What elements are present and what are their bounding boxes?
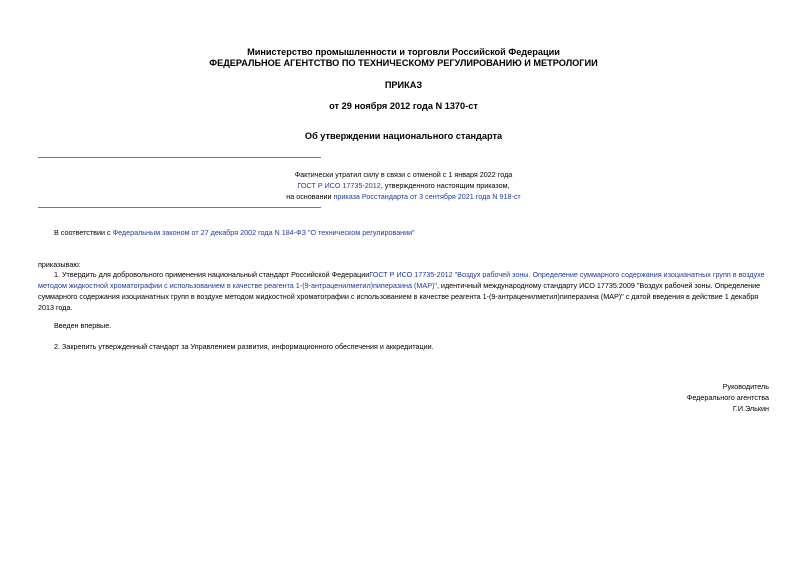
signature-organization: Федерального агентства — [686, 393, 769, 402]
ministry-name: Министерство промышленности и торговли Российской Федерации — [247, 47, 560, 57]
accordance-paragraph — [54, 227, 415, 238]
document-type: ПРИКАЗ — [384, 80, 423, 90]
bottom-divider — [38, 207, 321, 208]
rosstandart-order-link[interactable]: приказа Росстандарта от 3 сентября 2021 года N 918-ст — [333, 192, 521, 201]
notice-line-2-text: , утвержденного настоящим приказом, — [380, 181, 510, 190]
gost-link[interactable]: ГОСТ Р ИСО 17735-2012 — [297, 181, 381, 190]
agency-name: ФЕДЕРАЛЬНОЕ АГЕНТСТВО ПО ТЕХНИЧЕСКОМУ РЕГУЛИРОВАНИЮ И МЕТРОЛОГИИ — [209, 58, 598, 68]
document-date-number: от 29 ноября 2012 года N 1370-ст — [329, 101, 478, 111]
introduced-first-time: Введен впервые. — [54, 321, 112, 330]
item-1-prefix: 1. Утвердить для добровольного применения национальный стандарт Российской Федерации — [54, 270, 370, 279]
notice-line-3 — [0, 191, 807, 202]
item-2-paragraph: 2. Закрепить утвержденный стандарт за Управлением развития, информационного обеспечения и аккредитации. — [54, 342, 434, 351]
signature-name: Г.И.Элькин — [732, 404, 769, 413]
notice-line-3-prefix: на основании — [286, 192, 334, 201]
document-subject: Об утверждении национального стандарта — [304, 131, 503, 141]
item-1-paragraph — [38, 269, 774, 313]
item-1-suffix: , идентичный международному стандарту ИСО 17735:2009 "Воздух рабочей зоны. Определение суммарного содержания изоцианатных групп в воздухе методом жидкостной хроматографии с использованием в качестве реагента 1-(9-антраценилметил)пиперазина (МАР)" с датой введения в действие 1 декабря 2013 года. — [38, 281, 761, 312]
notice-line-1: Фактически утратил силу в связи с отменой с 1 января 2022 года — [294, 170, 513, 179]
notice-line-2 — [0, 180, 807, 191]
signature-role: Руководитель — [722, 382, 769, 391]
order-word: приказываю: — [38, 260, 81, 269]
federal-law-link[interactable]: Федеральным законом от 27 декабря 2002 года N 184-ФЗ "О техническом регулировании" — [112, 228, 415, 237]
accordance-prefix: В соответствии с — [54, 228, 113, 237]
standard-title-link[interactable]: ГОСТ Р ИСО 17735-2012 "Воздух рабочей зоны. Определение суммарного содержания изоцианатных групп в воздухе методом жидкостной хроматографии с использованием в качестве реагента 1-(9-антраценилметил)пиперазина (МАР)" — [38, 270, 765, 290]
top-divider — [38, 157, 321, 158]
